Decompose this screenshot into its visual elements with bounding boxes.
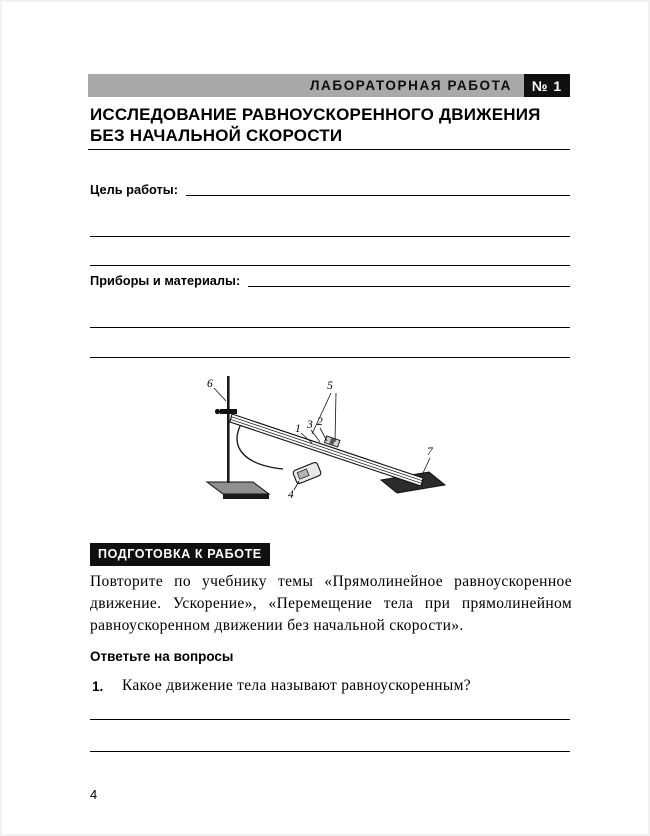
page-title — [90, 105, 572, 146]
lab-header-label: ЛАБОРАТОРНАЯ РАБОТА — [309, 78, 512, 93]
track-groove-line-1 — [231, 417, 422, 481]
questions-heading: Ответьте на вопросы — [90, 649, 234, 664]
prep-heading-text: ПОДГОТОВКА К РАБОТЕ — [98, 547, 262, 561]
experiment-figure — [195, 372, 455, 522]
lab-header — [88, 74, 570, 97]
figure-label-7: 7 — [427, 446, 433, 458]
lab-number-badge — [524, 74, 570, 97]
clamp — [220, 409, 237, 414]
equipment-field-row — [90, 271, 570, 288]
lab-number-text: № 1 — [531, 77, 563, 94]
page-title-line-2: БЕЗ НАЧАЛЬНОЙ СКОРОСТИ — [90, 125, 343, 145]
prep-section-heading — [90, 543, 270, 566]
figure-label-3: 3 — [307, 419, 313, 431]
goal-label: Цель работы: — [90, 182, 178, 198]
question-1-text: Какое движение тела называют равноускоренным? — [122, 677, 471, 694]
goal-blank-line-1 — [90, 236, 570, 237]
stand-rod — [227, 376, 230, 483]
inclined-track — [230, 414, 423, 486]
goal-blank-line-2 — [90, 265, 570, 266]
leader-3 — [311, 430, 320, 442]
equipment-blank-line-2 — [90, 357, 570, 358]
answer-blank-line-2 — [90, 751, 570, 752]
experiment-figure-container — [0, 372, 650, 522]
leader-5b — [335, 393, 336, 442]
stand-base-top — [207, 482, 269, 494]
answer-blank-line-1 — [90, 719, 570, 720]
figure-label-6: 6 — [207, 378, 213, 390]
page-number: 4 — [90, 787, 98, 802]
leader-2 — [320, 428, 327, 441]
goal-field-row — [90, 180, 570, 197]
question-1-number: 1. — [92, 679, 104, 694]
leader-6 — [214, 388, 226, 401]
figure-label-5: 5 — [327, 380, 333, 392]
lab-header-title — [88, 74, 524, 97]
equipment-write-line — [248, 286, 570, 287]
question-1 — [92, 677, 570, 695]
equipment-blank-line-1 — [90, 327, 570, 328]
figure-label-2: 2 — [317, 416, 323, 428]
leader-7 — [423, 458, 430, 473]
track-groove-line-2 — [231, 419, 422, 483]
page-title-line-1: ИССЛЕДОВАНИЕ РАВНОУСКОРЕННОГО ДВИЖЕНИЯ — [90, 105, 541, 124]
title-divider — [88, 149, 570, 150]
clamp-knob — [215, 409, 220, 414]
stand-base-front — [223, 494, 269, 499]
timer-device — [292, 462, 321, 485]
goal-write-line — [186, 195, 570, 196]
prep-instructions: Повторите по учебнику темы «Прямолинейное равноускоренное движение. Ускорение», «Перемещение тела при прямолинейном равноускоренном движении без начальной скорости». — [90, 573, 572, 634]
figure-label-1: 1 — [295, 423, 301, 435]
equipment-label: Приборы и материалы: — [90, 273, 241, 289]
figure-label-4: 4 — [288, 489, 294, 501]
